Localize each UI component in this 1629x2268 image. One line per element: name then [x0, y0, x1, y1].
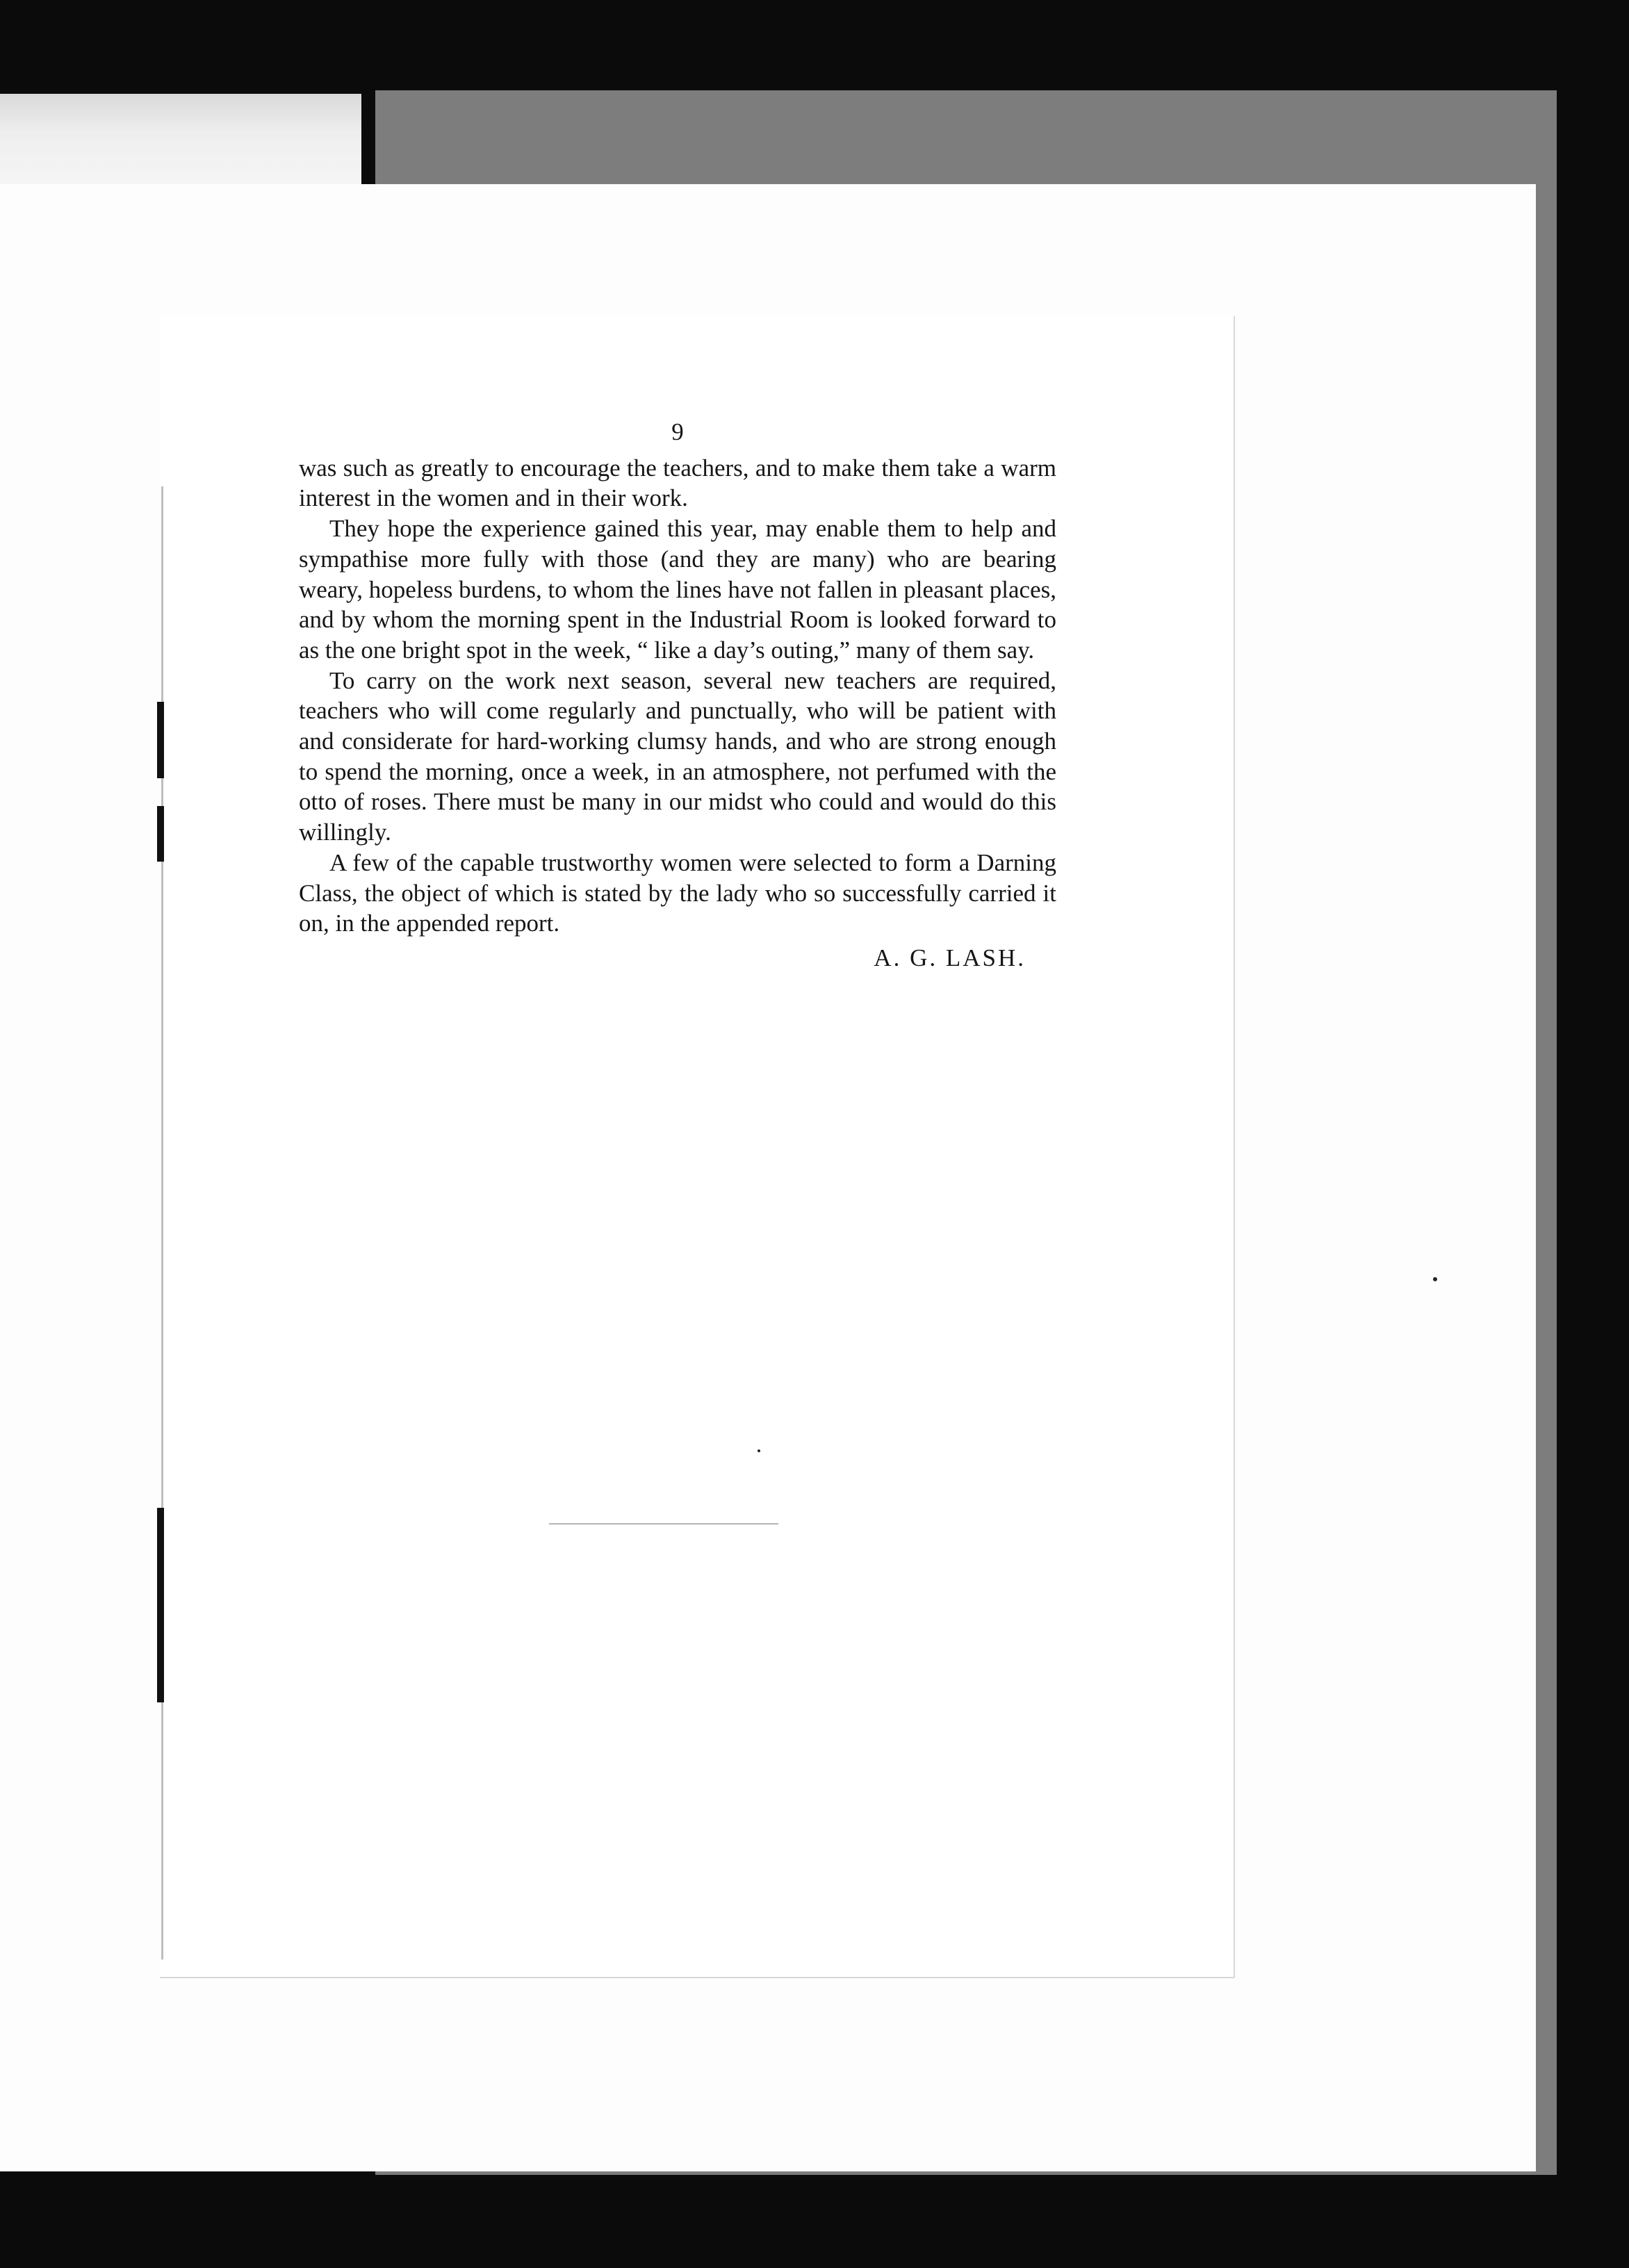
page-text: [299, 417, 1056, 973]
section-rule: [549, 1523, 778, 1525]
paragraph: A few of the capable trustworthy women were selected to form a Darning Class, the object of which is stated by the lady who so successfully carried it on, in the appended report.: [299, 848, 1056, 937]
binding-mark: [157, 1508, 164, 1702]
binding-mark: [157, 806, 164, 862]
page-number: 9: [671, 418, 684, 445]
paragraph: To carry on the work next season, several new teachers are required, teachers who will come regularly and punctually, who will be patient with and considerate for hard-working clumsy hands, and who are strong enough to spend the morning, once a week, in an atmosphere, not perfumed with the otto of roses. There must be many in our midst who could and would do this willingly.: [299, 666, 1056, 846]
binding-cloth: [0, 94, 361, 191]
binding-mark: [157, 702, 164, 778]
dust-speck: [758, 1449, 760, 1452]
paragraph: was such as greatly to encourage the teachers, and to make them take a warm interest in the women and in their work.: [299, 454, 1056, 512]
paragraph: They hope the experience gained this year, may enable them to help and sympathise more fully with those (and they are many) who are bearing weary, hopeless burdens, to whom the lines have not fallen in pleasant places, and by whom the morning spent in the Industrial Room is looked forward to as the one bright spot in the week, “ like a day’s outing,” many of them say.: [299, 515, 1056, 664]
dust-speck: [1433, 1277, 1437, 1281]
signature: A. G. LASH.: [874, 944, 1026, 971]
